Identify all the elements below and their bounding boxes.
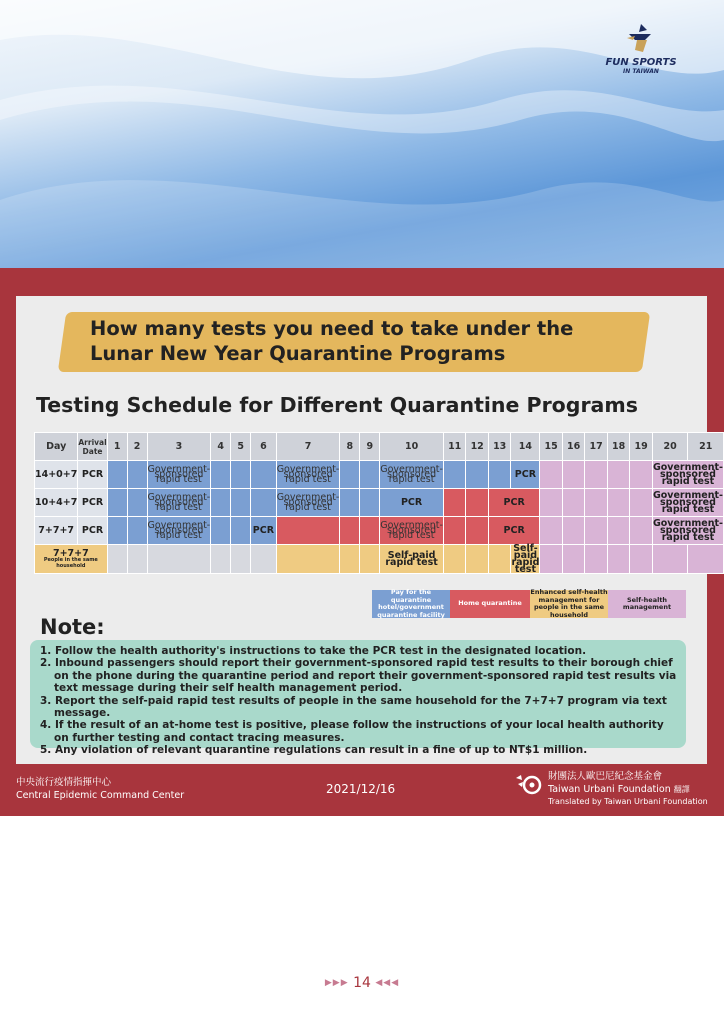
fun-sports-logo — [596, 22, 686, 76]
runner-icon — [621, 22, 661, 54]
schedule-cell — [211, 461, 231, 489]
schedule-cell — [466, 545, 489, 574]
day-header: 6 — [251, 433, 277, 461]
header-day: Day — [35, 433, 78, 461]
arrival-pcr: PCR — [78, 489, 107, 517]
schedule-cell — [107, 489, 127, 517]
schedule-cell — [562, 461, 585, 489]
schedule-cell — [251, 545, 277, 574]
schedule-cell — [607, 545, 630, 574]
tuf-name-en: Taiwan Urbani Foundation — [548, 783, 671, 795]
day-header: 8 — [340, 433, 360, 461]
section-title: Testing Schedule for Different Quarantine Programs — [36, 393, 638, 417]
schedule-cell — [585, 489, 608, 517]
gov-rapid-test-cell: Government-sponsored rapid test — [652, 518, 723, 543]
day-header: 11 — [443, 433, 466, 461]
schedule-cell — [466, 489, 489, 517]
day-header: 2 — [127, 433, 147, 461]
right-arrows-icon: ▶▶▶ — [324, 978, 349, 988]
table-header-row — [35, 433, 724, 461]
schedule-cell — [443, 545, 466, 574]
gov-rapid-test-cell: Government-sponsored rapid test — [276, 461, 340, 489]
schedule-cell — [360, 461, 380, 489]
publish-date: 2021/12/16 — [326, 782, 396, 796]
row-label: 10+4+7 — [35, 489, 78, 517]
schedule-cell — [340, 489, 360, 517]
schedule-cell — [466, 517, 489, 545]
schedule-cell — [540, 489, 563, 517]
day-header: 13 — [488, 433, 511, 461]
schedule-cell — [688, 545, 724, 574]
gov-rapid-test-cell: Government-sponsored rapid test — [147, 461, 211, 489]
schedule-cell — [340, 461, 360, 489]
schedule-cell — [231, 517, 251, 545]
schedule-cell — [107, 545, 127, 574]
day-header: 16 — [562, 433, 585, 461]
row-sublabel: People in the same household — [43, 556, 98, 569]
gov-rapid-test-cell: Government-sponsored rapid test — [147, 517, 211, 545]
schedule-cell — [443, 517, 466, 545]
schedule-cell — [211, 545, 231, 574]
note-item: 4. If the result of an at-home test is positive, please follow the instructions of your local health authority on further testing and contact tracing measures. — [40, 719, 664, 744]
header-arrival: Arrival Date — [78, 433, 107, 461]
row-label-household — [35, 545, 108, 574]
schedule-cell — [127, 517, 147, 545]
schedule-cell — [276, 545, 340, 574]
legend-quarantine-hotel: Pay for the quarantine hotel/government quarantine facility — [372, 590, 450, 618]
day-header: 18 — [607, 433, 630, 461]
schedule-cell — [585, 545, 608, 574]
note-list — [40, 645, 680, 757]
schedule-cell — [443, 461, 466, 489]
schedule-cell — [360, 545, 380, 574]
table-row — [35, 517, 724, 545]
schedule-cell — [630, 545, 653, 574]
schedule-cell — [340, 545, 360, 574]
note-title: Note: — [40, 615, 105, 639]
schedule-cell — [540, 545, 563, 574]
self-paid-test-cell: Self-paid rapid test — [380, 545, 444, 574]
day-header: 10 — [380, 433, 444, 461]
schedule-cell — [147, 545, 211, 574]
schedule-cell — [562, 517, 585, 545]
table-row — [35, 461, 724, 489]
schedule-cell — [360, 517, 380, 545]
self-paid-test-cell: Self-paid rapid test — [511, 543, 540, 575]
pcr-cell: PCR — [488, 517, 539, 545]
schedule-cell — [107, 517, 127, 545]
banner-line-1: How many tests you need to take under the — [90, 317, 574, 340]
schedule-cell — [276, 517, 340, 545]
gov-rapid-test-cell: Government-sponsored rapid test — [380, 461, 444, 489]
banner-line-2: Lunar New Year Quarantine Programs — [90, 342, 506, 365]
banner-title — [90, 316, 630, 366]
testing-schedule-table — [34, 432, 724, 574]
schedule-cell — [251, 461, 277, 489]
schedule-cell — [340, 517, 360, 545]
tuf-translated-zh: 翻譯 — [673, 784, 690, 794]
schedule-cell — [607, 461, 630, 489]
note-item: 3. Report the self-paid rapid test results of people in the same household for the 7+7+7 program via text message. — [40, 694, 667, 720]
legend-home-quarantine: Home quarantine — [450, 590, 530, 618]
table-row — [35, 545, 724, 574]
schedule-cell — [127, 461, 147, 489]
gov-rapid-test-cell: Government-sponsored rapid test — [652, 462, 723, 487]
logo-subtitle: IN TAIWAN — [623, 68, 659, 75]
tuf-credit — [548, 771, 708, 809]
schedule-cell — [360, 489, 380, 517]
note-item: 1. Follow the health authority's instructions to take the PCR test in the designated location. — [40, 645, 587, 657]
schedule-cell — [443, 489, 466, 517]
page-number: 14 — [353, 975, 371, 991]
schedule-cell — [540, 461, 563, 489]
schedule-cell — [231, 545, 251, 574]
gov-rapid-test-cell: Government-sponsored rapid test — [276, 489, 340, 517]
day-header: 21 — [688, 433, 724, 461]
schedule-cell — [630, 461, 653, 489]
schedule-cell — [211, 489, 231, 517]
schedule-cell — [652, 545, 688, 574]
day-header: 7 — [276, 433, 340, 461]
schedule-cell — [231, 489, 251, 517]
arrival-pcr: PCR — [78, 461, 107, 489]
pcr-cell: PCR — [251, 517, 277, 545]
schedule-cell — [562, 489, 585, 517]
cecc-credit — [16, 776, 184, 802]
schedule-cell — [127, 545, 147, 574]
schedule-cell — [585, 517, 608, 545]
schedule-cell — [127, 489, 147, 517]
day-header: 9 — [360, 433, 380, 461]
day-header: 3 — [147, 433, 211, 461]
table-row — [35, 489, 724, 517]
page-number-footer — [0, 975, 724, 991]
schedule-cell — [251, 489, 277, 517]
pcr-cell: PCR — [511, 461, 540, 489]
day-header: 17 — [585, 433, 608, 461]
cecc-name-en: Central Epidemic Command Center — [16, 790, 185, 801]
tuf-name-zh: 財團法人歐巴尼紀念基金會 — [548, 771, 663, 782]
schedule-cell — [540, 517, 563, 545]
day-header: 20 — [652, 433, 688, 461]
schedule-cell — [585, 461, 608, 489]
schedule-cell — [107, 461, 127, 489]
pcr-cell: PCR — [488, 489, 539, 517]
day-header: 14 — [511, 433, 540, 461]
day-header: 15 — [540, 433, 563, 461]
schedule-cell — [466, 461, 489, 489]
schedule-cell — [231, 461, 251, 489]
row-label: 7+7+7 — [52, 547, 89, 559]
schedule-cell — [630, 489, 653, 517]
gov-rapid-test-cell: Government-sponsored rapid test — [380, 517, 444, 545]
schedule-cell — [562, 545, 585, 574]
row-label: 7+7+7 — [35, 517, 78, 545]
day-header: 4 — [211, 433, 231, 461]
note-item: 5. Any violation of relevant quarantine regulations can result in a fine of up to NT$1 million. — [40, 744, 588, 757]
day-header: 5 — [231, 433, 251, 461]
row-label: 14+0+7 — [35, 461, 78, 489]
schedule-cell — [607, 517, 630, 545]
left-arrows-icon: ◀◀◀ — [375, 978, 400, 988]
tuf-translated: Translated by Taiwan Urbani Foundation — [548, 797, 708, 806]
cecc-name-zh: 中央流行疫情指揮中心 — [16, 777, 112, 788]
gov-rapid-test-cell: Government-sponsored rapid test — [147, 489, 211, 517]
day-header: 19 — [630, 433, 653, 461]
pcr-cell: PCR — [380, 489, 444, 517]
logo-title: FUN SPORTS — [605, 57, 677, 68]
note-item: 2. Inbound passengers should report their government-sponsored rapid test results to their borough chief on the phone during the quarantine period and report their government-sponsored rapid test results via text message during their self health management period. — [40, 657, 677, 695]
day-header: 12 — [466, 433, 489, 461]
legend-enhanced-self-health: Enhanced self-health management for people in the same household — [530, 588, 608, 619]
schedule-cell — [607, 489, 630, 517]
schedule-cell — [488, 545, 511, 574]
schedule-cell — [211, 517, 231, 545]
schedule-cell — [488, 461, 511, 489]
schedule-cell — [630, 517, 653, 545]
arrival-pcr: PCR — [78, 517, 107, 545]
legend-self-health: Self-health management — [608, 590, 686, 618]
tuf-logo-icon — [512, 772, 546, 796]
gov-rapid-test-cell: Government-sponsored rapid test — [652, 490, 723, 515]
day-header: 1 — [107, 433, 127, 461]
